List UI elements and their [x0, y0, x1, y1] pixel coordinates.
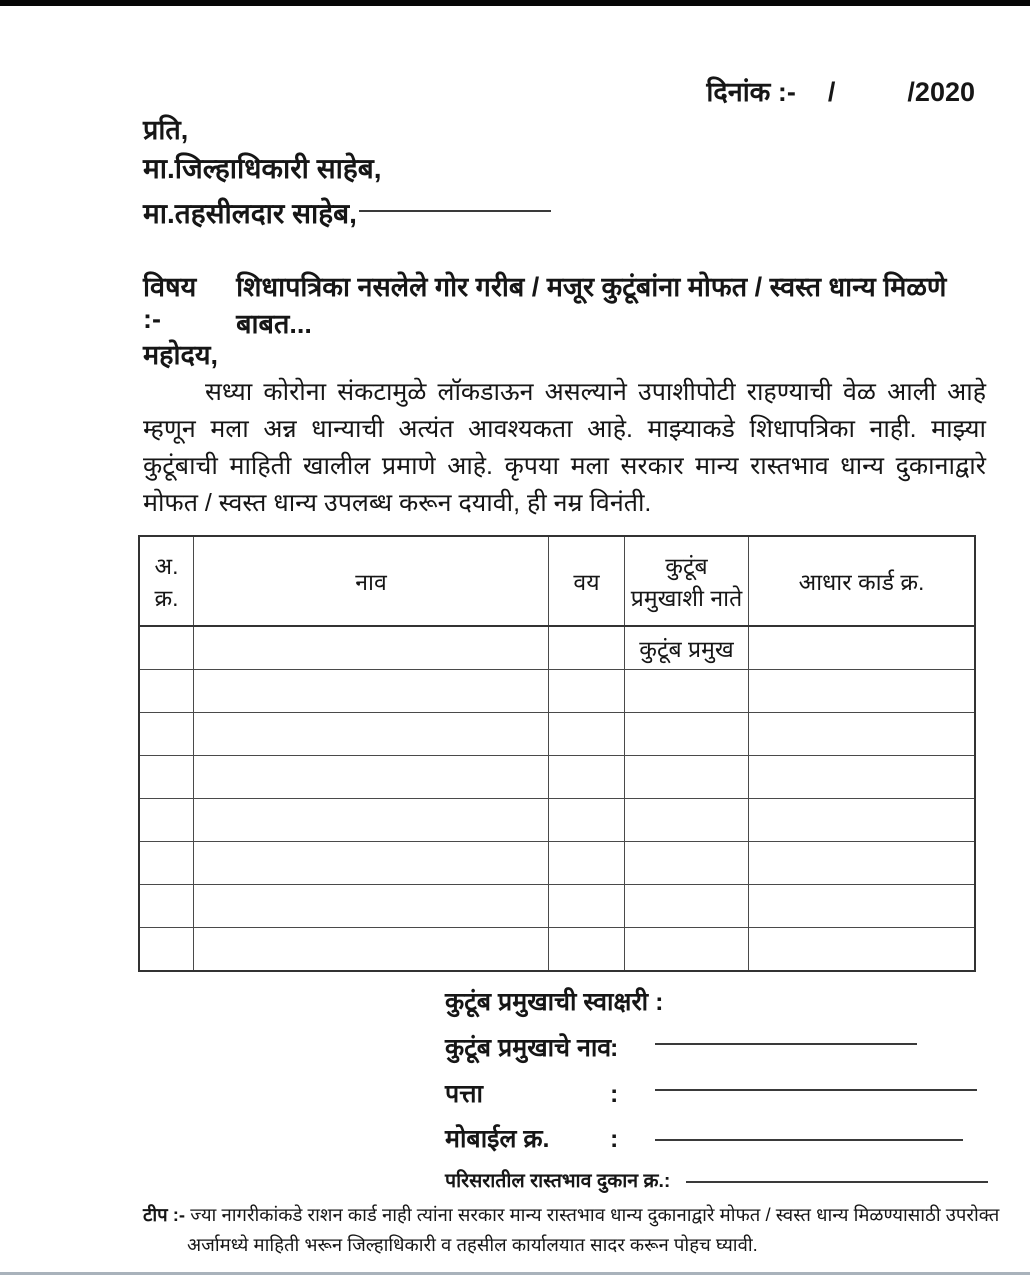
header-row	[139, 536, 975, 626]
mobile-number-label: मोबाईल क्र.	[445, 1125, 550, 1153]
address-label: पत्ता	[445, 1080, 483, 1108]
table-cell-name	[194, 670, 549, 713]
header-age: वय	[549, 536, 625, 626]
table-row	[139, 670, 975, 713]
body-paragraph: सध्या कोरोना संकटामुळे लॉकडाऊन असल्याने उपाशीपोटी राहण्याची वेळ आली आहे म्हणून मला अन्न धान्याची अत्यंत आवश्यकता आहे. माझ्याकडे शिधापत्रिका नाही. माझ्या कुटूंबाची माहिती खालील प्रमाणे आहे. कृपया मला सरकार मान्य रास्तभाव धान्य दुकानाद्वारे मोफत / स्वस्त धान्य उपलब्ध करून दयावी, ही नम्र विनंती.	[143, 378, 986, 517]
tehsildar-fill-line	[359, 210, 551, 212]
signature-of-family-head-row	[445, 984, 663, 1018]
ration-shop-number-label: परिसरातील रास्तभाव दुकान क्र.	[445, 1170, 664, 1192]
date-day-slash: /	[827, 77, 836, 107]
table-cell-aadhaar	[749, 842, 976, 885]
table-cell-age	[549, 885, 625, 928]
table-cell-relation	[625, 670, 749, 713]
subject-text: शिधापत्रिका नसलेले गोर गरीब / मजूर कुटूंबांना मोफत / स्वस्त धान्य मिळणे बाबत...	[236, 272, 947, 339]
table-cell-age	[549, 756, 625, 799]
mobile-number-fill-line	[655, 1139, 963, 1141]
table-cell-serial	[139, 799, 194, 842]
table-cell-aadhaar	[749, 626, 976, 670]
date-label: दिनांक :-	[706, 77, 796, 107]
table-cell-relation	[625, 885, 749, 928]
table-cell-name	[194, 928, 549, 972]
table-row	[139, 756, 975, 799]
footer-note-text: ज्या नागरीकांकडे राशन कार्ड नाही त्यांना सरकार मान्य रास्तभाव धान्य दुकानाद्वारे मोफत / स्वस्त धान्य मिळण्यासाठी उपरोक्त अर्जामध्ये माहिती भरून जिल्हाधिकारी व तहसील कार्यालयात सादर करून पोहच घ्यावी.	[187, 1204, 1000, 1255]
table-cell-age	[549, 626, 625, 670]
header-name: नाव	[194, 536, 549, 626]
date-line	[706, 72, 975, 109]
table-cell-serial	[139, 885, 194, 928]
table-row	[139, 799, 975, 842]
table-cell-name	[194, 756, 549, 799]
table-row	[139, 885, 975, 928]
table-cell-relation	[625, 713, 749, 756]
table-cell-serial	[139, 670, 194, 713]
header-aadhaar-no: आधार कार्ड क्र.	[749, 536, 976, 626]
mobile-number-row	[445, 1121, 963, 1155]
table-cell-serial	[139, 626, 194, 670]
recipient-tehsildar-label: मा.तहसीलदार साहेब,	[143, 198, 357, 229]
table-cell-relation	[625, 756, 749, 799]
colon: :	[655, 988, 664, 1016]
table-cell-age	[549, 713, 625, 756]
table-cell-name	[194, 842, 549, 885]
table-cell-name	[194, 626, 549, 670]
family-head-name-label: कुटूंब प्रमुखाचे नाव	[445, 1034, 612, 1062]
family-table-body	[139, 626, 975, 971]
table-cell-aadhaar	[749, 713, 976, 756]
colon: :	[663, 1170, 671, 1192]
table-cell-relation-family-head: कुटूंब प्रमुख	[625, 626, 749, 670]
address-row	[445, 1076, 977, 1110]
address-fill-line	[655, 1089, 977, 1091]
table-cell-serial	[139, 842, 194, 885]
table-cell-serial	[139, 756, 194, 799]
table-cell-serial	[139, 713, 194, 756]
table-row	[139, 842, 975, 885]
table-cell-aadhaar	[749, 928, 976, 972]
table-cell-serial	[139, 928, 194, 972]
table-cell-age	[549, 799, 625, 842]
family-table-header	[139, 536, 975, 626]
signature-of-family-head-label: कुटूंब प्रमुखाची स्वाक्षरी	[445, 988, 649, 1016]
family-head-name-row	[445, 1030, 917, 1064]
table-row	[139, 928, 975, 972]
table-cell-relation	[625, 928, 749, 972]
subject-line	[143, 267, 993, 341]
table-row	[139, 713, 975, 756]
table-cell-aadhaar	[749, 885, 976, 928]
top-scan-edge-bar	[0, 0, 1030, 6]
table-cell-age	[549, 842, 625, 885]
table-cell-name	[194, 885, 549, 928]
family-members-table	[138, 535, 976, 972]
bottom-scan-edge-bar	[0, 1272, 1030, 1275]
footer-note-label: टीप :-	[143, 1204, 186, 1225]
colon: :	[609, 1125, 619, 1153]
ration-shop-number-row	[445, 1166, 988, 1193]
table-cell-aadhaar	[749, 756, 976, 799]
table-cell-age	[549, 670, 625, 713]
table-cell-aadhaar	[749, 670, 976, 713]
subject-label: विषय :-	[143, 272, 197, 334]
footer-note	[143, 1200, 1030, 1260]
table-cell-name	[194, 713, 549, 756]
table-row	[139, 626, 975, 670]
recipient-collector: मा.जिल्हाधिकारी साहेब,	[143, 153, 382, 184]
ration-shop-number-fill-line	[686, 1181, 988, 1183]
table-cell-relation	[625, 799, 749, 842]
date-year: /2020	[907, 77, 975, 107]
table-cell-age	[549, 928, 625, 972]
header-relation-to-head: कुटूंब प्रमुखाशी नाते	[625, 536, 749, 626]
colon: :	[609, 1080, 619, 1108]
header-serial-no: अ. क्र.	[139, 536, 194, 626]
table-cell-relation	[625, 842, 749, 885]
recipient-salutation: प्रति,	[143, 115, 189, 145]
body-salutation: महोदय,	[143, 340, 218, 370]
family-head-name-fill-line	[655, 1043, 917, 1045]
table-cell-aadhaar	[749, 799, 976, 842]
recipient-tehsildar	[143, 194, 551, 232]
table-cell-name	[194, 799, 549, 842]
colon: :	[609, 1034, 619, 1062]
